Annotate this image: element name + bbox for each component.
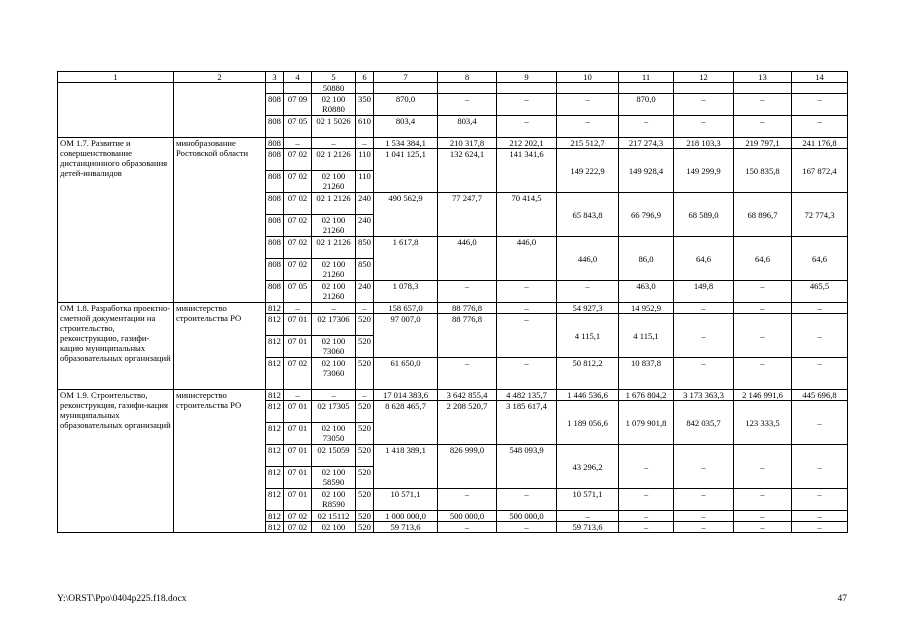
table-cell: – — [557, 511, 619, 522]
table-cell: 219 797,1 — [734, 138, 792, 149]
table-cell: 520 — [356, 445, 374, 467]
table-cell: 215 512,7 — [557, 138, 619, 149]
table-cell: – — [792, 445, 848, 489]
table-cell: – — [497, 94, 557, 116]
table-cell: – — [792, 94, 848, 116]
organization-cell — [174, 83, 266, 138]
table-cell: 141 341,6 — [497, 149, 557, 193]
measure-title-cell: ОМ 1.7. Развитие и совершенствование дистанционного образования детей-инвалидов — [58, 138, 174, 303]
table-cell: 07 02 — [284, 358, 312, 390]
table-cell: 210 317,8 — [438, 138, 497, 149]
table-cell: – — [792, 511, 848, 522]
table-cell: – — [792, 303, 848, 314]
table-cell — [619, 83, 674, 94]
header-cell: 9 — [497, 72, 557, 83]
table-cell: 02 15112 — [312, 511, 356, 522]
table-cell: 88 776,8 — [438, 314, 497, 358]
table-cell: – — [497, 281, 557, 303]
table-cell: 64,6 — [734, 237, 792, 281]
table-cell: – — [792, 358, 848, 390]
table-cell: 812 — [266, 511, 284, 522]
table-cell: – — [792, 522, 848, 533]
table-cell: 02 100 R0880 — [312, 94, 356, 116]
table-cell: 1 079 901,8 — [619, 401, 674, 445]
table-cell: 02 17306 — [312, 314, 356, 336]
table-cell: 02 100 21260 — [312, 259, 356, 281]
table-cell: 808 — [266, 193, 284, 215]
header-cell: 6 — [356, 72, 374, 83]
table-cell — [734, 83, 792, 94]
table-cell: – — [792, 489, 848, 511]
table-cell: – — [792, 401, 848, 445]
table-cell: 240 — [356, 193, 374, 215]
measure-title-cell: ОМ 1.9. Строительство, реконструкция, газифи-кация муниципальных образовательных организаций — [58, 390, 174, 533]
header-cell: 2 — [174, 72, 266, 83]
table-cell: 07 05 — [284, 281, 312, 303]
table-cell: – — [734, 281, 792, 303]
table-cell: 870,0 — [619, 94, 674, 116]
page-number: 47 — [837, 594, 847, 604]
table-cell: 520 — [356, 401, 374, 423]
table-cell: 1 418 389,1 — [374, 445, 438, 489]
table-cell: 548 093,9 — [497, 445, 557, 489]
table-cell: 808 — [266, 171, 284, 193]
table-cell: 02 100 73060 — [312, 336, 356, 358]
table-cell: – — [438, 94, 497, 116]
table-cell: – — [312, 303, 356, 314]
table-cell: 02 17305 — [312, 401, 356, 423]
budget-table — [57, 71, 848, 533]
table-cell: – — [497, 116, 557, 138]
table-cell: – — [674, 314, 734, 358]
table-cell: – — [674, 116, 734, 138]
table-cell: 07 01 — [284, 423, 312, 445]
table-cell: 02 100 21260 — [312, 171, 356, 193]
table-cell: – — [356, 138, 374, 149]
table-cell: 803,4 — [374, 116, 438, 138]
header-cell: 10 — [557, 72, 619, 83]
table-cell: 842 035,7 — [674, 401, 734, 445]
table-cell: 110 — [356, 149, 374, 171]
table-cell: 445 696,8 — [792, 390, 848, 401]
header-cell: 8 — [438, 72, 497, 83]
table-cell: – — [497, 489, 557, 511]
table-cell: 812 — [266, 467, 284, 489]
table-cell: 07 01 — [284, 314, 312, 336]
table-cell: 812 — [266, 489, 284, 511]
table-cell: 59 713,6 — [374, 522, 438, 533]
table-cell — [674, 83, 734, 94]
table-cell: – — [734, 303, 792, 314]
table-cell: – — [674, 358, 734, 390]
table-cell: – — [497, 314, 557, 358]
table-cell: – — [674, 522, 734, 533]
header-cell: 1 — [58, 72, 174, 83]
table-cell: 803,4 — [438, 116, 497, 138]
table-cell: 4 482 135,7 — [497, 390, 557, 401]
table-cell: 808 — [266, 138, 284, 149]
table-cell: 1 534 384,1 — [374, 138, 438, 149]
table-cell: 520 — [356, 467, 374, 489]
table-cell: 61 650,0 — [374, 358, 438, 390]
table-cell: 07 01 — [284, 336, 312, 358]
table-cell: 02 100 21260 — [312, 215, 356, 237]
table-cell: 07 02 — [284, 193, 312, 215]
table-cell: 1 078,3 — [374, 281, 438, 303]
table-cell: 812 — [266, 390, 284, 401]
table-cell: 59 713,6 — [557, 522, 619, 533]
table-cell: 812 — [266, 401, 284, 423]
table-cell: 1 041 125,1 — [374, 149, 438, 193]
table-cell: 86,0 — [619, 237, 674, 281]
table-cell: – — [497, 358, 557, 390]
table-cell: 07 02 — [284, 149, 312, 171]
table-cell: 07 02 — [284, 237, 312, 259]
table-cell: 8 628 465,7 — [374, 401, 438, 445]
header-cell: 5 — [312, 72, 356, 83]
table-cell — [497, 83, 557, 94]
table-cell: – — [674, 489, 734, 511]
table-cell: 812 — [266, 445, 284, 467]
table-cell: – — [792, 116, 848, 138]
table-cell: 50880 — [312, 83, 356, 94]
table-cell: – — [734, 314, 792, 358]
table-cell: 07 01 — [284, 467, 312, 489]
table-cell: 1 000 000,0 — [374, 511, 438, 522]
table-cell: 02 100 — [312, 522, 356, 533]
table-cell: – — [734, 511, 792, 522]
measure-title-cell — [58, 83, 174, 138]
table-cell: – — [284, 390, 312, 401]
table-cell: – — [438, 489, 497, 511]
table-cell: 446,0 — [438, 237, 497, 281]
table-cell: 808 — [266, 215, 284, 237]
table-cell: 808 — [266, 94, 284, 116]
table-cell: 812 — [266, 358, 284, 390]
header-cell: 13 — [734, 72, 792, 83]
table-cell: 808 — [266, 237, 284, 259]
table-cell: 02 1 2126 — [312, 193, 356, 215]
table-cell: 02 1 2126 — [312, 149, 356, 171]
table-cell: – — [284, 138, 312, 149]
header-cell: 12 — [674, 72, 734, 83]
table-cell: 72 774,3 — [792, 193, 848, 237]
table-cell: 123 333,5 — [734, 401, 792, 445]
header-cell: 4 — [284, 72, 312, 83]
table-cell: 02 100 R8590 — [312, 489, 356, 511]
table-cell: 10 837,8 — [619, 358, 674, 390]
table-cell: 66 796,9 — [619, 193, 674, 237]
table-cell: 10 571,1 — [557, 489, 619, 511]
table-cell: 2 208 520,7 — [438, 401, 497, 445]
table-cell: 70 414,5 — [497, 193, 557, 237]
table-cell: – — [674, 303, 734, 314]
table-cell: – — [557, 94, 619, 116]
table-cell: – — [438, 358, 497, 390]
table-cell: 110 — [356, 171, 374, 193]
table-cell — [438, 83, 497, 94]
table-cell: – — [312, 390, 356, 401]
table-cell: 68 589,0 — [674, 193, 734, 237]
table-cell: 812 — [266, 314, 284, 336]
table-cell: 02 100 73050 — [312, 423, 356, 445]
table-cell: 241 176,8 — [792, 138, 848, 149]
table-row — [58, 390, 848, 401]
table-cell: 490 562,9 — [374, 193, 438, 237]
table-cell: – — [312, 138, 356, 149]
table-cell: 850 — [356, 259, 374, 281]
table-cell: 1 676 804,2 — [619, 390, 674, 401]
table-cell: 149 299,9 — [674, 149, 734, 193]
table-cell: 812 — [266, 336, 284, 358]
table-cell: 520 — [356, 489, 374, 511]
table-cell: – — [619, 116, 674, 138]
table-cell — [356, 83, 374, 94]
table-cell — [284, 83, 312, 94]
table-cell: 218 103,3 — [674, 138, 734, 149]
header-cell: 11 — [619, 72, 674, 83]
table-cell: 826 999,0 — [438, 445, 497, 489]
table-cell: 463,0 — [619, 281, 674, 303]
table-cell: – — [356, 390, 374, 401]
table-cell: 07 05 — [284, 116, 312, 138]
table-cell: 870,0 — [374, 94, 438, 116]
table-cell: 77 247,7 — [438, 193, 497, 237]
table-cell: – — [438, 522, 497, 533]
table-cell: 520 — [356, 522, 374, 533]
table-cell: – — [557, 281, 619, 303]
table-cell: 808 — [266, 281, 284, 303]
table-cell: 808 — [266, 116, 284, 138]
table-cell: – — [557, 116, 619, 138]
table-cell: 500 000,0 — [497, 511, 557, 522]
table-cell: 02 100 21260 — [312, 281, 356, 303]
table-cell: 500 000,0 — [438, 511, 497, 522]
table-cell: – — [438, 281, 497, 303]
table-cell — [374, 83, 438, 94]
table-cell: 149 222,9 — [557, 149, 619, 193]
table-cell: 446,0 — [557, 237, 619, 281]
table-cell: 812 — [266, 303, 284, 314]
table-cell: 520 — [356, 358, 374, 390]
table-cell: 520 — [356, 423, 374, 445]
table-cell: 446,0 — [497, 237, 557, 281]
table-cell: – — [619, 445, 674, 489]
table-cell: – — [674, 94, 734, 116]
table-row — [58, 303, 848, 314]
header-cell: 3 — [266, 72, 284, 83]
table-cell: 217 274,3 — [619, 138, 674, 149]
table-cell: 07 01 — [284, 489, 312, 511]
table-cell: 150 835,8 — [734, 149, 792, 193]
document-path: Y:\ORST\Ppo\0404p225.f18.docx — [57, 594, 187, 604]
table-cell: 88 776,8 — [438, 303, 497, 314]
table-cell: 2 146 991,6 — [734, 390, 792, 401]
table-cell: 07 02 — [284, 259, 312, 281]
table-cell: 520 — [356, 511, 374, 522]
table-cell: – — [497, 303, 557, 314]
table-cell: 54 927,3 — [557, 303, 619, 314]
table-cell — [557, 83, 619, 94]
table-header — [58, 72, 848, 83]
table-cell: 149,8 — [674, 281, 734, 303]
table-cell: – — [734, 116, 792, 138]
table-cell: 212 202,1 — [497, 138, 557, 149]
table-cell: 17 014 383,6 — [374, 390, 438, 401]
organization-cell: министерство строительства РО — [174, 390, 266, 533]
table-cell: – — [619, 522, 674, 533]
table-cell: 812 — [266, 423, 284, 445]
table-cell: – — [674, 445, 734, 489]
table-cell: 64,6 — [792, 237, 848, 281]
measure-title-cell: ОМ 1.8. Разработка проектно-сметной документации на строительство, реконструкцию, газифи-кацию муниципальных образовательных организаций — [58, 303, 174, 390]
table-cell: 64,6 — [674, 237, 734, 281]
table-cell: 3 642 855,4 — [438, 390, 497, 401]
table-cell: – — [734, 445, 792, 489]
table-cell: 808 — [266, 259, 284, 281]
table-cell: 4 115,1 — [619, 314, 674, 358]
table-cell: – — [497, 522, 557, 533]
table-cell: 07 02 — [284, 171, 312, 193]
table-cell: 850 — [356, 237, 374, 259]
table-cell: 14 952,9 — [619, 303, 674, 314]
header-cell: 14 — [792, 72, 848, 83]
table-cell: – — [734, 358, 792, 390]
table-cell: 02 100 58590 — [312, 467, 356, 489]
table-cell: – — [619, 489, 674, 511]
table-cell: – — [734, 94, 792, 116]
table-cell: 520 — [356, 336, 374, 358]
table-cell: 808 — [266, 149, 284, 171]
table-cell: 167 872,4 — [792, 149, 848, 193]
table-cell: 158 657,0 — [374, 303, 438, 314]
table-cell: – — [674, 511, 734, 522]
table-cell: 4 115,1 — [557, 314, 619, 358]
table-cell: 07 02 — [284, 215, 312, 237]
table-cell: 149 928,4 — [619, 149, 674, 193]
table-cell: 97 007,0 — [374, 314, 438, 358]
table-cell: 07 09 — [284, 94, 312, 116]
table-cell: 43 296,2 — [557, 445, 619, 489]
table-cell: 132 624,1 — [438, 149, 497, 193]
table-cell: 07 01 — [284, 401, 312, 423]
table-cell: – — [356, 303, 374, 314]
table-cell: 1 617,8 — [374, 237, 438, 281]
table-cell: 07 02 — [284, 511, 312, 522]
table-cell: 812 — [266, 522, 284, 533]
table-cell: – — [619, 511, 674, 522]
table-cell: 610 — [356, 116, 374, 138]
table-cell: 68 896,7 — [734, 193, 792, 237]
header-cell: 7 — [374, 72, 438, 83]
table-cell: 02 1 2126 — [312, 237, 356, 259]
table-cell: – — [734, 522, 792, 533]
table-cell: 350 — [356, 94, 374, 116]
table-cell: – — [734, 489, 792, 511]
table-cell: 240 — [356, 215, 374, 237]
table-cell: 65 843,8 — [557, 193, 619, 237]
table-cell: 465,5 — [792, 281, 848, 303]
table-cell: 3 173 363,3 — [674, 390, 734, 401]
table-cell: 3 185 617,4 — [497, 401, 557, 445]
table-row — [58, 83, 848, 94]
table-cell: – — [284, 303, 312, 314]
table-cell — [266, 83, 284, 94]
table-cell: 02 15059 — [312, 445, 356, 467]
table-cell: 02 100 73060 — [312, 358, 356, 390]
organization-cell: минобразование Ростовской области — [174, 138, 266, 303]
table-cell: 520 — [356, 314, 374, 336]
table-cell: 02 1 5026 — [312, 116, 356, 138]
table-cell: 50 812,2 — [557, 358, 619, 390]
table-cell: 1 189 056,6 — [557, 401, 619, 445]
table-cell: 1 446 536,6 — [557, 390, 619, 401]
table-cell: 240 — [356, 281, 374, 303]
table-cell: 07 02 — [284, 522, 312, 533]
table-cell: 10 571,1 — [374, 489, 438, 511]
table-cell: – — [792, 314, 848, 358]
table-cell — [792, 83, 848, 94]
table-row — [58, 138, 848, 149]
organization-cell: министерство строительства РО — [174, 303, 266, 390]
table-cell: 07 01 — [284, 445, 312, 467]
